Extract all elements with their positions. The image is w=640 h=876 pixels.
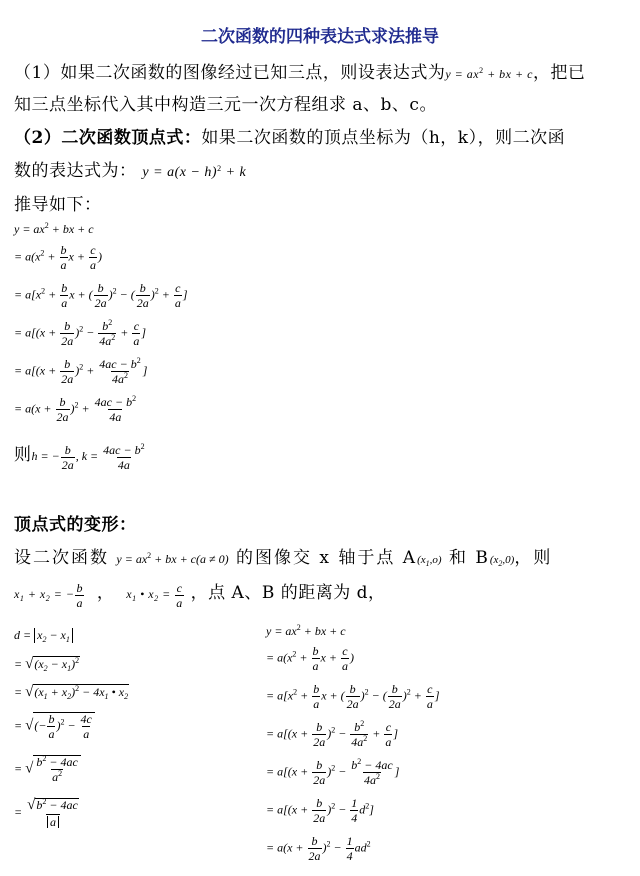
distance-step: $d = x_2 - x_1$	[14, 628, 73, 643]
p1-text: （1）如果二次函数的图像经过已知三点，则设表达式为	[14, 63, 446, 83]
vieta-sum: $x_1 + x_2$ = − $\frac{b}{a}$	[14, 580, 83, 610]
p1-formula: $y = ax^2$ + bx + c	[445, 66, 533, 81]
right-step: = a[(x + $\frac{b}{2a}$ )$^2$ − $\frac{b^2}{4a^2}$ + $\frac{c}{a}$ ]	[266, 719, 399, 749]
distance-step: = √ $\frac{b^2 - 4ac}{a^2}$	[14, 755, 81, 783]
p1-tail: ，把已	[532, 63, 586, 83]
p2-formula: $y = a(x - h)^2 + k$	[142, 164, 247, 180]
p3-sep: ，	[96, 583, 115, 603]
vertex-variant-label: 顶点式的变形：	[14, 515, 137, 535]
p3-text-d: ，则	[514, 548, 553, 568]
page-title: 二次函数的四种表达式求法推导	[201, 27, 439, 47]
p2-text2: 数的表达式为：	[14, 161, 137, 181]
right-step: = a(x + $\frac{b}{2a}$ )$^2$ − $\frac{1}{4}$ $ad^2$	[266, 834, 371, 863]
p3-line2	[14, 578, 386, 609]
p3-text-a: 设二次函数	[14, 548, 109, 568]
p3-tail: ，点 A、B 的距离为 d，	[190, 583, 386, 603]
derivation-step: = a(x + $\frac{b}{2a}$ )$^2$ + $\frac{4ac - b^2}{4a}$	[14, 394, 137, 424]
derivation-step: = $a[x^2$ + $\frac{b}{a}$ x + ( $\frac{b}{2a}$ )$^2$ − ( $\frac{b}{2a}$ )$^2$ + $\frac{c}{a}$ ]	[14, 281, 188, 310]
right-step: $y = ax^2$ + bx + c	[266, 623, 346, 638]
then-label: 则	[14, 445, 32, 465]
p2-label: （2）二次函数顶点式：	[14, 128, 202, 148]
distance-step: = $√(x_2 - x_1)^2$	[14, 656, 80, 673]
p3-text-b: 的图像交 x 轴于点 A	[236, 548, 418, 568]
p3-text-c: 和 B	[448, 548, 490, 568]
derive-label: 推导如下：	[14, 195, 102, 215]
distance-step: = $√(x_1 + x_2)^2 - 4x_1$ • $x_2$	[14, 684, 129, 701]
p1-line2: 知三点坐标代入其中构造三元一次方程组求 a、b、c。	[14, 95, 437, 115]
then-line	[14, 440, 147, 471]
point-a: $(x_1,o)$	[417, 554, 442, 568]
then-result: h = − $\frac{b}{2a}$ , k = $\frac{4ac - b^2}{4a}$	[31, 441, 145, 472]
derivation-step: $y = ax^2$ + bx + c	[14, 221, 94, 236]
right-step: = a[(x + $\frac{b}{2a}$ )$^2$ − $\frac{1}{4}$ $d^2$]	[266, 796, 374, 825]
p2-line2	[14, 156, 246, 181]
p2-text: 如果二次函数的顶点坐标为（h，k），则二次函	[201, 128, 566, 148]
point-b: $(x_2,0)$	[489, 554, 515, 568]
p2-line1	[14, 123, 565, 148]
derivation-step: = a[(x + $\frac{b}{2a}$ )$^2$ − $\frac{b^2}{4a^2}$ + $\frac{c}{a}$ ]	[14, 318, 147, 348]
distance-step: = $\frac{√b^2 - 4ac}{a}$	[14, 797, 78, 829]
p3-line1	[14, 543, 552, 568]
derivation-step: = $a(x^2$ + $\frac{b}{a}$ x + $\frac{c}{a}$ )	[14, 243, 102, 272]
p1-line1	[14, 58, 585, 83]
derivation-step: = a[(x + $\frac{b}{2a}$ )$^2$ + $\frac{4ac - b^2}{4a^2}$ ]	[14, 356, 148, 386]
right-step: = $a(x^2$ + $\frac{b}{a}$ x + $\frac{c}{a}$ )	[266, 644, 354, 673]
right-step: = a[(x + $\frac{b}{2a}$ )$^2$ − $\frac{b^2 - 4ac}{4a^2}$ ]	[266, 757, 400, 787]
distance-step: = √(− $\frac{b}{a}$ )$^2$ − $\frac{4c}{a}$	[14, 712, 95, 740]
p3-formula: $y = ax^2$ + bx + c(a ≠ 0)	[116, 551, 229, 566]
right-step: = $a[x^2$ + $\frac{b}{a}$ x + ( $\frac{b}{2a}$ )$^2$ − ( $\frac{b}{2a}$ )$^2$ + $\frac{c}{a}$ ]	[266, 682, 440, 711]
vieta-product: $x_1$ • $x_2$ = $\frac{c}{a}$	[126, 580, 183, 610]
